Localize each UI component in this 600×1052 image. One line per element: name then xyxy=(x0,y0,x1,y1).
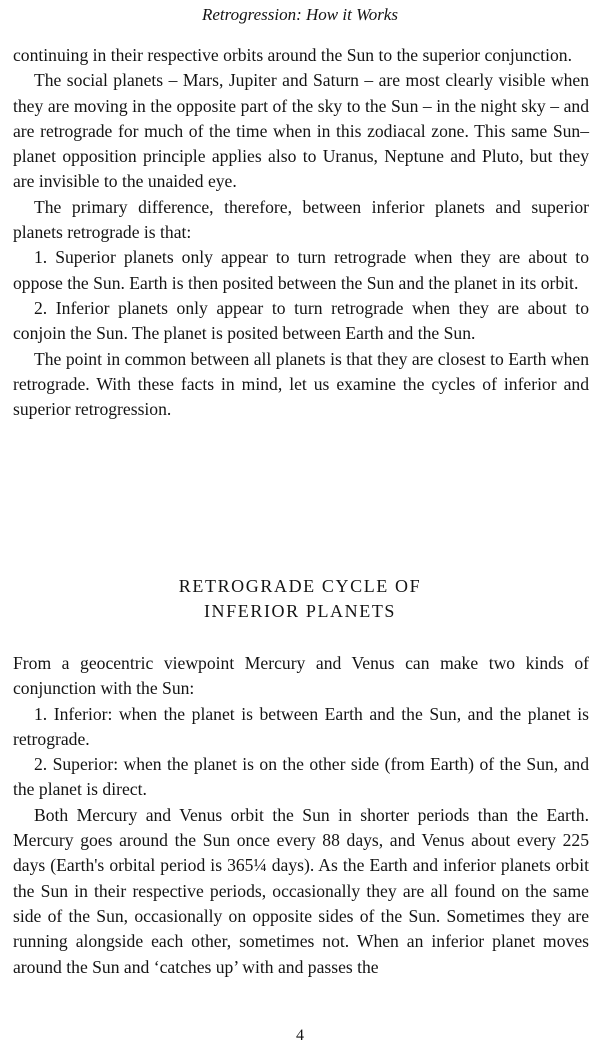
bottom-text-block xyxy=(13,651,589,980)
paragraph: continuing in their respective orbits around the Sun to the superior conjunction. xyxy=(13,45,572,65)
numbered-paragraph: 1. Inferior: when the planet is between Earth and the Sun, and the planet is retrograde. xyxy=(13,703,589,749)
paragraph: From a geocentric viewpoint Mercury and Venus can make two kinds of conjunction with the Sun: xyxy=(13,653,589,699)
numbered-paragraph: 1. Superior planets only appear to turn retrograde when they are about to oppose the Sun. Earth is then posited between the Sun and the planet in its orbit. xyxy=(13,247,589,293)
numbered-paragraph: 2. Inferior planets only appear to turn retrograde when they are about to conjoin the Sun. The planet is posited between Earth and the Sun. xyxy=(13,297,589,344)
paragraph: The point in common between all planets is that they are closest to Earth when retrograde. With these facts in mind, let us examine the cycles of inferior and superior retrogression. xyxy=(13,348,589,420)
paragraph: The social planets – Mars, Jupiter and Saturn – are most clearly visible when they are moving in the opposite part of the sky to the Sun – in the night sky – and are retrograde for much of the time when in this zodiacal zone. This same Sun–planet opposition principle applies also to Uranus, Neptune and Pluto, but they are invisible to the unaided eye. xyxy=(13,70,589,192)
paragraph: The primary difference, therefore, between inferior planets and superior planets retrograde is that: xyxy=(13,196,589,243)
section-heading-line: RETROGRADE CYCLE OF xyxy=(178,576,422,596)
top-text-block xyxy=(13,43,589,422)
section-heading-line: INFERIOR PLANETS xyxy=(203,601,397,621)
numbered-paragraph: 2. Superior: when the planet is on the other side (from Earth) of the Sun, and the planet is direct. xyxy=(13,754,589,800)
section-heading xyxy=(0,574,600,624)
page-number: 4 xyxy=(296,1027,304,1044)
running-head: Retrogression: How it Works xyxy=(202,5,398,24)
paragraph: Both Mercury and Venus orbit the Sun in shorter periods than the Earth. Mercury goes around the Sun once every 88 days, and Venus about every 225 days (Earth's orbital period is 365¼ days). As the Earth and inferior planets orbit the Sun in their respective periods, occasionally they are all found on the same side of the Sun, occasionally on opposite sides of the Sun. Sometimes they are running alongside each other, sometimes not. When an inferior planet moves around the Sun and ‘catches up’ with and passes the xyxy=(13,804,589,977)
